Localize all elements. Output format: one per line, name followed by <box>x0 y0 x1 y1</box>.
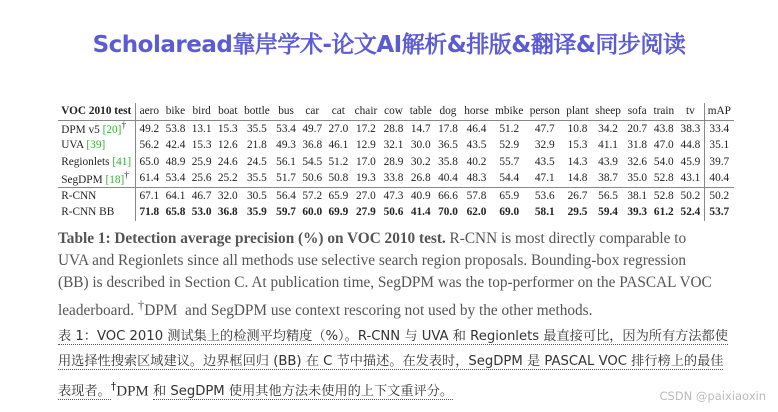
ap-cell: 64.1 <box>162 187 188 204</box>
column-header: bus <box>273 103 299 120</box>
ap-cell: 20.7 <box>627 122 648 135</box>
ap-cell: 35.5 <box>247 122 267 135</box>
column-header: bike <box>162 103 188 120</box>
ap-cell: 39.3 <box>627 206 648 219</box>
table-row <box>58 120 734 137</box>
ap-cell: 36.5 <box>438 139 458 152</box>
ap-cell: 61.2 <box>653 206 674 219</box>
table-row <box>58 187 734 204</box>
method-name: R-CNN <box>61 189 97 202</box>
method-name: UVA <box>61 139 84 152</box>
citation-link[interactable]: [41] <box>112 155 132 168</box>
ap-cell: 46.1 <box>328 139 349 152</box>
ap-cell: 41.1 <box>598 139 618 152</box>
ap-cell: 52.4 <box>680 206 701 219</box>
ap-cell: 19.3 <box>356 172 376 185</box>
column-header: bird <box>189 103 215 120</box>
column-header: chair <box>351 103 380 120</box>
ap-cell: 43.8 <box>653 122 674 135</box>
caption-text: R-CNN is most directly comparable to UVA and Regionlets since all methods use selective search region proposals. Bounding-box regression (BB) is described in Section C. At publication time, SegDPM was the top-performer on the PASCAL VOC leaderboard. <box>58 230 712 320</box>
ap-cell: 25.9 <box>191 155 212 168</box>
ap-cell: 26.7 <box>563 187 592 204</box>
map-cell: 35.1 <box>704 137 734 154</box>
dagger-mark: † <box>137 298 145 312</box>
ap-cell: 69.9 <box>328 206 349 219</box>
citation-link[interactable]: [18] <box>105 173 125 186</box>
ap-cell: 40.4 <box>438 172 458 185</box>
watermark: CSDN @paixiaoxin <box>659 389 766 403</box>
ap-cell: 48.9 <box>165 155 186 168</box>
ap-cell: 47.3 <box>380 187 406 204</box>
ap-cell: 32.1 <box>383 139 404 152</box>
ap-cell: 61.4 <box>139 172 160 185</box>
ap-cell: 38.7 <box>598 172 618 185</box>
method-name: SegDPM <box>61 173 103 186</box>
ap-cell: 54.0 <box>653 155 674 168</box>
ap-cell: 28.9 <box>383 155 404 168</box>
ap-cell: 46.7 <box>189 187 215 204</box>
ap-cell: 14.3 <box>567 155 588 168</box>
ap-cell: 56.4 <box>273 187 299 204</box>
ap-cell: 40.9 <box>407 187 435 204</box>
ap-cell: 33.8 <box>383 172 404 185</box>
ap-cell: 27.0 <box>351 187 380 204</box>
ap-cell: 60.0 <box>302 206 323 219</box>
ap-cell: 35.0 <box>627 172 648 185</box>
ap-cell: 51.2 <box>328 155 349 168</box>
ap-cell: 36.8 <box>217 206 238 219</box>
ap-cell: 56.1 <box>276 155 296 168</box>
ap-cell: 10.8 <box>567 122 588 135</box>
table-caption <box>58 228 718 322</box>
translation-dagger: † <box>110 380 117 393</box>
ap-cell: 58.1 <box>534 206 555 219</box>
ap-cell: 17.2 <box>356 122 376 135</box>
map-cell: 33.4 <box>704 120 734 137</box>
ap-cell: 13.1 <box>191 122 212 135</box>
ap-cell: 35.9 <box>247 206 267 219</box>
ap-cell: 28.8 <box>383 122 404 135</box>
ap-cell: 50.6 <box>302 172 323 185</box>
ap-cell: 34.2 <box>598 122 618 135</box>
ap-cell: 67.1 <box>136 187 163 204</box>
method-name: R-CNN BB <box>61 206 115 219</box>
ap-cell: 41.4 <box>410 206 431 219</box>
column-header: sheep <box>592 103 624 120</box>
ap-cell: 17.0 <box>356 155 376 168</box>
column-header: horse <box>461 103 492 120</box>
ap-cell: 53.8 <box>165 122 186 135</box>
ap-cell: 56.2 <box>139 139 160 152</box>
ap-cell: 12.9 <box>356 139 376 152</box>
ap-cell: 42.4 <box>165 139 186 152</box>
ap-cell: 24.5 <box>247 155 267 168</box>
method-cell <box>58 170 136 187</box>
ap-cell: 32.0 <box>215 187 241 204</box>
citation-link[interactable]: [39] <box>86 139 106 152</box>
ap-cell: 43.1 <box>680 172 701 185</box>
ap-cell: 50.6 <box>383 206 404 219</box>
ap-cell: 70.0 <box>438 206 458 219</box>
ap-cell: 43.9 <box>598 155 618 168</box>
ap-cell: 65.8 <box>165 206 186 219</box>
ap-cell: 24.6 <box>217 155 238 168</box>
map-cell: 53.7 <box>704 204 734 221</box>
method-name: Regionlets <box>61 155 110 168</box>
ap-cell: 15.3 <box>191 139 212 152</box>
ap-cell: 49.3 <box>276 139 296 152</box>
ap-cell: 53.4 <box>165 172 186 185</box>
ap-cell: 47.0 <box>653 139 674 152</box>
method-cell <box>58 187 136 204</box>
ap-cell: 52.8 <box>650 187 677 204</box>
column-header: mbike <box>492 103 527 120</box>
map-cell: 40.4 <box>704 170 734 187</box>
column-header: tv <box>677 103 704 120</box>
dagger-mark: † <box>124 170 129 181</box>
ap-cell: 12.6 <box>217 139 238 152</box>
corner-header: VOC 2010 test <box>58 103 136 120</box>
ap-cell: 51.7 <box>276 172 296 185</box>
column-header: bottle <box>241 103 273 120</box>
ap-cell: 69.0 <box>499 206 520 219</box>
caption-title: Table 1: Detection average precision (%) on VOC 2010 test. <box>58 230 446 247</box>
ap-cell: 40.2 <box>466 155 487 168</box>
method-cell <box>58 154 136 171</box>
ap-cell: 71.8 <box>139 206 160 219</box>
ap-cell: 53.0 <box>191 206 212 219</box>
column-header: plant <box>563 103 592 120</box>
ap-cell: 30.0 <box>410 139 431 152</box>
translation-tail-a: DPM <box>116 383 149 400</box>
column-header: dog <box>435 103 461 120</box>
ap-cell: 15.3 <box>217 122 238 135</box>
table-row <box>58 204 734 221</box>
map-cell: 39.7 <box>704 154 734 171</box>
ap-cell: 50.2 <box>677 187 704 204</box>
ap-cell: 38.3 <box>680 122 701 135</box>
ap-cell: 43.5 <box>466 139 487 152</box>
ap-cell: 48.3 <box>466 172 487 185</box>
ap-cell: 59.7 <box>276 206 296 219</box>
ap-cell: 15.3 <box>567 139 588 152</box>
ap-cell: 55.7 <box>499 155 520 168</box>
ap-cell: 52.9 <box>499 139 520 152</box>
page-banner-title: Scholaread靠岸学术-论文AI解析&排版&翻译&同步阅读 <box>92 32 686 58</box>
ap-cell: 27.0 <box>328 122 349 135</box>
ap-cell: 49.2 <box>139 122 160 135</box>
table-row <box>58 154 734 171</box>
ap-cell: 25.2 <box>217 172 238 185</box>
column-header: boat <box>215 103 241 120</box>
ap-cell: 29.5 <box>567 206 588 219</box>
ap-cell: 50.8 <box>328 172 349 185</box>
ap-cell: 66.6 <box>435 187 461 204</box>
ap-cell: 14.8 <box>567 172 588 185</box>
ap-cell: 25.6 <box>191 172 212 185</box>
method-cell <box>58 204 136 221</box>
ap-cell: 36.8 <box>302 139 323 152</box>
ap-cell: 21.8 <box>247 139 267 152</box>
column-header: sofa <box>624 103 650 120</box>
ap-cell: 65.9 <box>492 187 527 204</box>
ap-cell: 26.8 <box>410 172 431 185</box>
column-header: train <box>650 103 677 120</box>
ap-cell: 57.2 <box>299 187 325 204</box>
ap-cell: 35.5 <box>247 172 267 185</box>
table-row <box>58 170 734 187</box>
ap-cell: 43.5 <box>534 155 555 168</box>
results-table <box>58 103 734 221</box>
translation-text: 表 1：VOC 2010 测试集上的检测平均精度（%）。R-CNN 与 UVA 和 Regionlets 最直接可比，因为所有方法都使用选择性搜索区域建议。边界框回归 (BB) 在 C 节中描述。在发表时，SegDPM 是 PASCAL VOC 排行榜上的最佳表现者。 <box>58 329 728 400</box>
ap-cell: 31.8 <box>627 139 648 152</box>
ap-cell: 52.8 <box>653 172 674 185</box>
ap-cell: 65.0 <box>139 155 160 168</box>
ap-cell: 54.5 <box>302 155 323 168</box>
ap-cell: 49.7 <box>302 122 323 135</box>
ap-cell: 30.5 <box>241 187 273 204</box>
map-header: mAP <box>704 103 734 120</box>
ap-cell: 38.1 <box>624 187 650 204</box>
ap-cell: 32.6 <box>627 155 648 168</box>
ap-cell: 30.2 <box>410 155 431 168</box>
ap-cell: 51.2 <box>499 122 520 135</box>
column-header: cow <box>380 103 406 120</box>
ap-cell: 57.8 <box>461 187 492 204</box>
ap-cell: 53.4 <box>276 122 296 135</box>
method-cell <box>58 137 136 154</box>
method-cell <box>58 120 136 137</box>
ap-cell: 35.8 <box>438 155 458 168</box>
column-header: cat <box>325 103 351 120</box>
ap-cell: 44.8 <box>680 139 701 152</box>
dagger-mark: † <box>121 121 127 132</box>
ap-cell: 62.0 <box>466 206 487 219</box>
ap-cell: 27.9 <box>356 206 376 219</box>
ap-cell: 14.7 <box>410 122 431 135</box>
ap-cell: 45.9 <box>680 155 701 168</box>
citation-link[interactable]: [20] <box>102 124 122 137</box>
ap-cell: 46.4 <box>466 122 487 135</box>
ap-cell: 59.4 <box>598 206 618 219</box>
table-header-row <box>58 103 734 120</box>
column-header: table <box>407 103 435 120</box>
caption-tail-a: DPM <box>144 302 178 320</box>
ap-cell: 17.8 <box>438 122 458 135</box>
translated-caption <box>58 324 728 404</box>
translation-tail-b: 和 SegDPM 使用其他方法未使用的上下文重评分。 <box>152 384 454 400</box>
column-header: car <box>299 103 325 120</box>
ap-cell: 56.5 <box>592 187 624 204</box>
ap-cell: 65.9 <box>325 187 351 204</box>
map-cell: 50.2 <box>704 187 734 204</box>
column-header: person <box>527 103 564 120</box>
ap-cell: 32.9 <box>534 139 555 152</box>
ap-cell: 47.7 <box>534 122 555 135</box>
caption-tail-b: and SegDPM use context rescoring not used by the other methods. <box>177 302 593 320</box>
ap-cell: 54.4 <box>499 172 520 185</box>
table-row <box>58 137 734 154</box>
column-header: aero <box>136 103 163 120</box>
ap-cell: 53.6 <box>527 187 564 204</box>
method-name: DPM v5 <box>61 124 100 137</box>
ap-cell: 47.1 <box>534 172 555 185</box>
